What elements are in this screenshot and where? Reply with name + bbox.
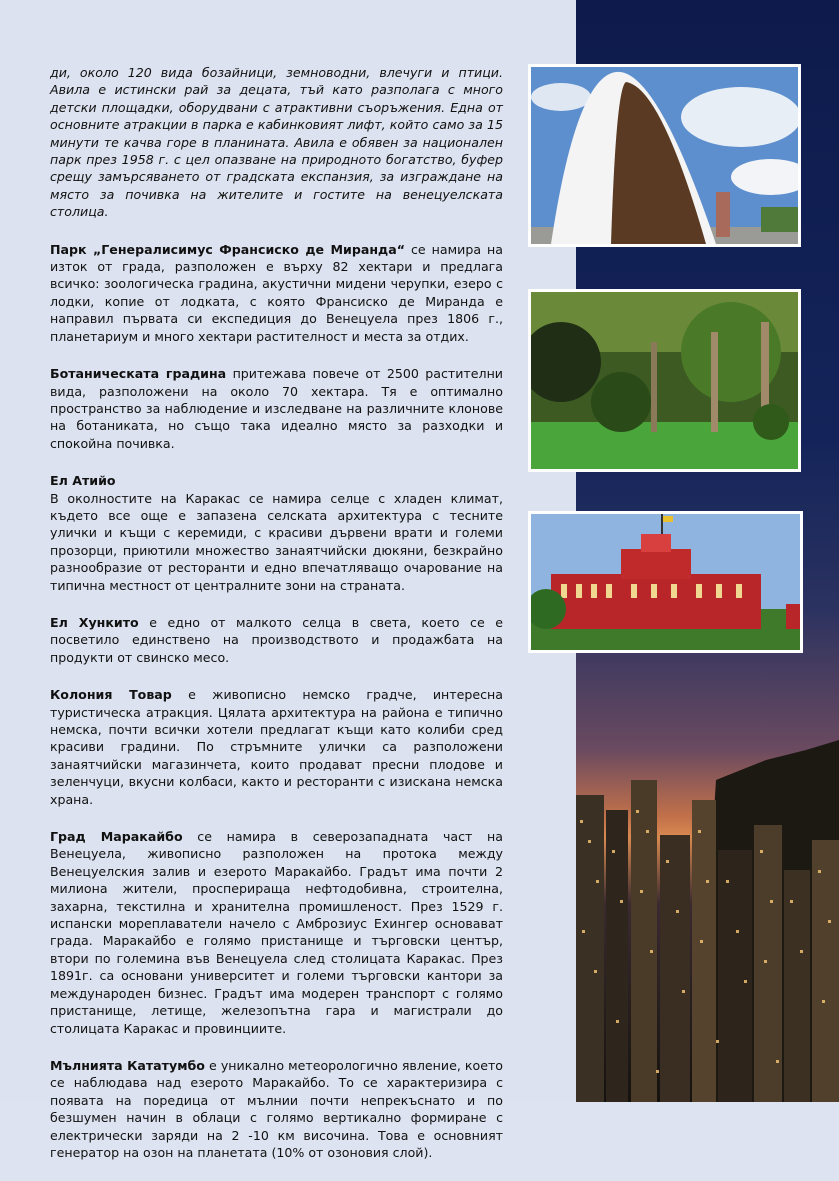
paragraph-text: е едно от малкото селца в света, което се е посветило единствено на производството и продажбата на продукти от свинско месо.: [50, 614, 503, 665]
paragraph-heading: Ел Хункито: [50, 614, 139, 630]
paragraph-catatumbo: [50, 1057, 503, 1161]
paragraph-text: ди, около 120 вида бозайници, земноводни, влечуги и птици. Авила е истински рай за децата, тъй като разполага с много детски площадки, оборудвани с атрактивни съоръжения. Една от основните атракции в парка е кабинковият лифт, който само за 15 минути те качва горе в планината. Авила е обявен за национален парк през 1958 г. с цел опазване на природното богатство, буфер срещу замърсяването от градската експанзия, за изграждане на място за почивка на жителите и гостите на венецуелската столица.: [50, 65, 503, 220]
paragraph-heading: Ел Атийо: [50, 473, 116, 489]
city-night-skyline-photo: [576, 740, 839, 1102]
paragraph-maracaibo: [50, 828, 503, 1037]
paragraph-heading: Град Маракайбо: [50, 829, 183, 845]
paragraph-botanical-garden: [50, 365, 503, 452]
white-arch-monument-photo: [528, 64, 801, 247]
red-palace-building-photo: [528, 511, 803, 653]
paragraph-text: е живописно немско градче, интересна туристическа атракция. Цялата архитектура на района е типично немска, почти всички хотели предлагат къщи като колиби сред красиви градини. По стръмните улички са разположени занаятчийски магазинчета, които продават пресни плодове и зеленчуци, вкусни колбаси, както и ресторанти с изискана немска храна.: [50, 687, 503, 807]
botanical-garden-photo: [528, 289, 801, 472]
paragraph-heading: Колония Товар: [50, 687, 172, 703]
paragraph-avila: [50, 64, 503, 221]
paragraph-text: е уникално метеорологично явление, което се наблюдава над езерото Маракайбо. То се характеризира с появата на поредица от мълнии почти непрекъснато и по безшумен начин в облаци с голямо вертикално формиране с електрически заряди на 2 -10 км височина. Това е основният генератор на озон на планетата (10% от озоновия слой).: [50, 1057, 504, 1160]
paragraph-text: притежава повече от 2500 растителни вида, разположени на около 70 хектара. Тя е оптимално пространство за наблюдение и изследване на различните клонове на ботаниката, но също така идеално място за разходки и спокойна почивка.: [50, 366, 503, 451]
paragraph-heading: Ботаническата градина: [50, 366, 227, 382]
article-body: [50, 64, 503, 1181]
paragraph-el-hatillo: [50, 490, 503, 594]
paragraph-text: се намира в северозападната част на Венецуела, живописно разположен на протока между Венецуелския залив и езерото Маракайбо. Градът има почти 2 милиона жители, просперираща нефтодобивна, строителна, захарна, текстилна и хранителна промишленост. През 1529 г. испански мореплаватели начело с Амброзиус Ехингер основават града. Маракайбо е голямо пристанище и търговски център, втори по големина във Венецуела след столицата Каракас. През 1891г. са основани университет и големи търговски кантори за международен бизнес. Градът има модерен транспорт с голямо пристанище, летище, железопътна гара и магистрали до столицата Каракас и провинциите.: [50, 829, 503, 1036]
paragraph-heading: Мълнията Кататумбо: [50, 1057, 205, 1073]
paragraph-text: се намира на изток от града, разположен е върху 82 хектари и предлага всичко: зоологическа градина, акустични мидени черупки, езеро с лодки, копие от лодката, с която Франсиско де Миранда е направил първата си експедиция до Венецуела през 1806 г., планетариум и много хектари растителност и места за отдих.: [50, 241, 503, 344]
paragraph-miranda-park: [50, 241, 503, 345]
paragraph-colonia-tovar: [50, 686, 503, 808]
heading-el-hatillo: [50, 472, 503, 489]
paragraph-heading: Парк „Генералисимус Франсиско де Миранда“: [50, 241, 405, 257]
paragraph-text: В околностите на Каракас се намира селце с хладен климат, където все още е запазена селската архитектура с тесните улички и къщи с керемиди, с красиви дървени врати и големи прозорци, приютили множество занаятчийски дюкяни, безкрайно разнообразие от ресторанти и едно впечатляващо очарование на типична местност от централните зони на страната.: [50, 490, 503, 593]
paragraph-el-junquito: [50, 614, 503, 666]
